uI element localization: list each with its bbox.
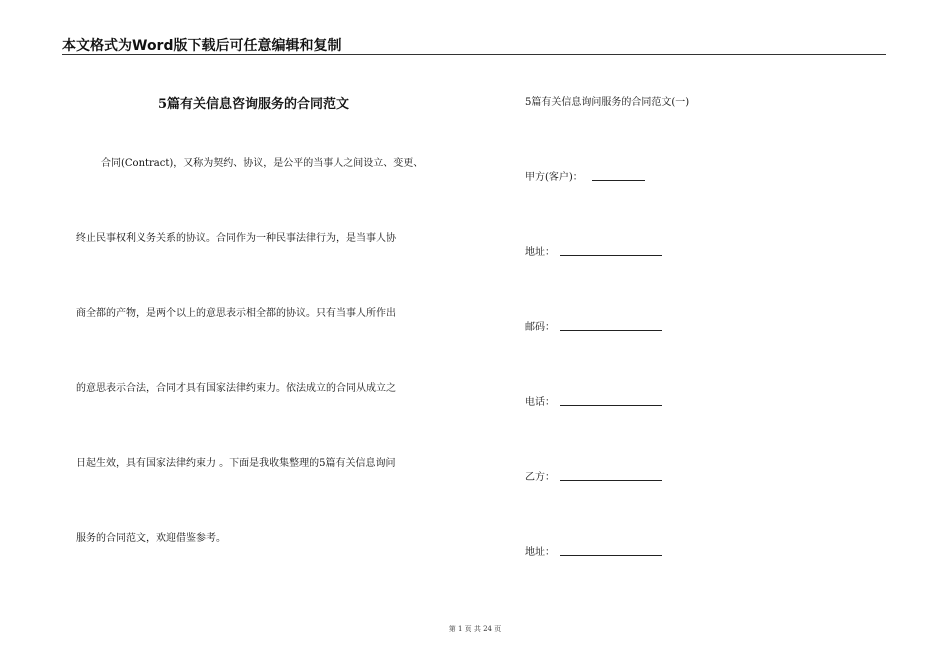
- party-b-address-blank[interactable]: [560, 555, 662, 556]
- party-a-blank[interactable]: [592, 180, 645, 181]
- party-a-label: 甲方(客户)：: [525, 172, 583, 183]
- document-title: 5篇有关信息咨询服务的合同范文: [158, 97, 350, 112]
- body-line-2: 终止民事权利义务关系的协议。合同作为一种民事法律行为，是当事人协: [76, 233, 396, 244]
- body-line-1: 合同(Contract)，又称为契约、协议，是公平的当事人之间设立、变更、: [101, 158, 424, 169]
- party-a-phone-label: 电话：: [525, 397, 555, 408]
- party-a-address-field: [525, 243, 555, 257]
- party-a-postcode-label: 邮码：: [525, 322, 555, 333]
- body-line-6: 服务的合同范文，欢迎借鉴参考。: [76, 533, 226, 544]
- body-line-3: 商全都的产物，是两个以上的意思表示相全都的协议。只有当事人所作出: [76, 308, 396, 319]
- page-header: [62, 32, 886, 55]
- body-line-4: 的意思表示合法，合同才具有国家法律约束力。依法成立的合同从成立之: [76, 383, 396, 394]
- party-b-address-label: 地址：: [525, 547, 555, 558]
- party-a-postcode-field: [525, 318, 555, 332]
- party-a-phone-field: [525, 393, 555, 407]
- party-a-phone-blank[interactable]: [560, 405, 662, 406]
- page-number: 第 1 页 共 24 页: [448, 625, 502, 633]
- party-b-blank[interactable]: [560, 480, 662, 481]
- contract-section-title: 5篇有关信息询问服务的合同范文(一): [525, 97, 690, 108]
- header-text: 本文格式为Word版下载后可任意编辑和复制: [62, 38, 342, 54]
- party-a-address-label: 地址：: [525, 247, 555, 258]
- party-a-postcode-blank[interactable]: [560, 330, 662, 331]
- party-a-field: [525, 168, 583, 182]
- party-b-label: 乙方：: [525, 472, 555, 483]
- body-line-5: 日起生效，具有国家法律约束力 。下面是我收集整理的5篇有关信息询问: [76, 458, 396, 469]
- party-a-address-blank[interactable]: [560, 255, 662, 256]
- party-b-address-field: [525, 543, 555, 557]
- party-b-field: [525, 468, 555, 482]
